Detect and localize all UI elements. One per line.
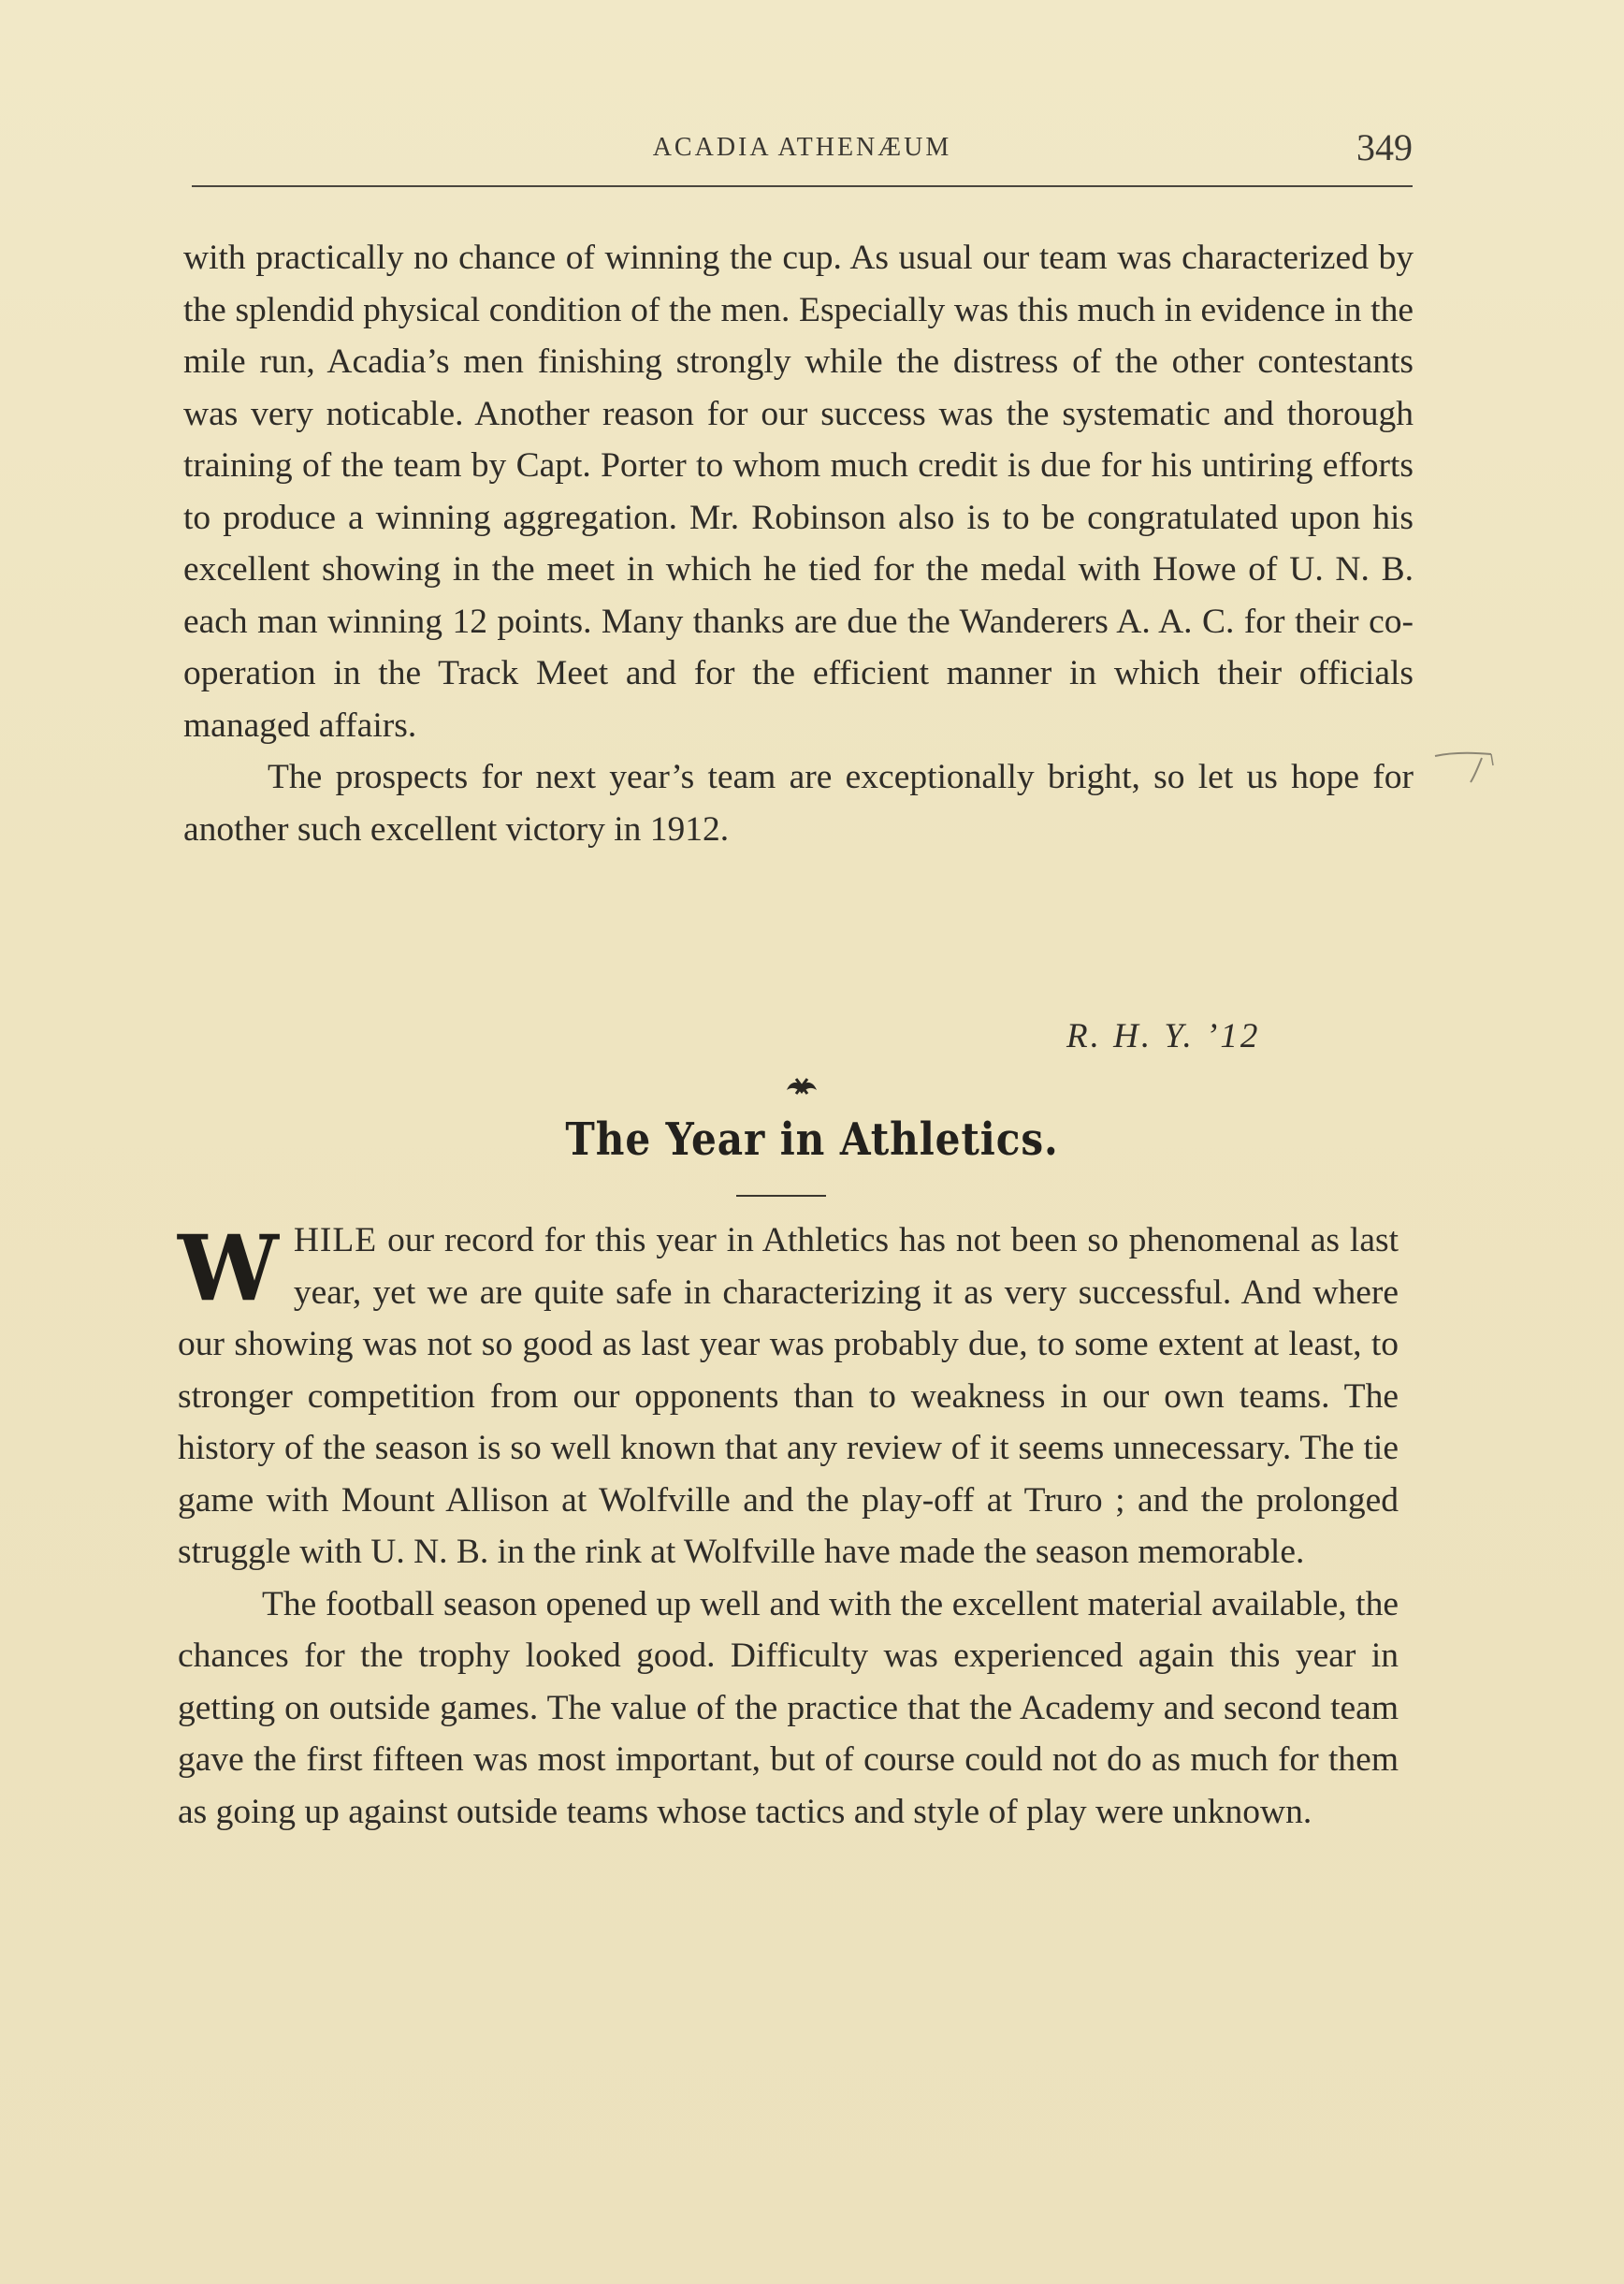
page-number: 349 bbox=[1356, 126, 1413, 168]
author-signature: R. H. Y. ’12 bbox=[1066, 1017, 1261, 1055]
lead-caps: HILE bbox=[293, 1221, 378, 1259]
section-body bbox=[178, 1215, 1399, 1838]
pencil-mark-icon bbox=[1433, 749, 1499, 786]
paragraph: The prospects for next year’s team are exceptionally bright, so let us hope for another such excellent victory in 1912. bbox=[183, 758, 1414, 849]
previous-article-end bbox=[183, 232, 1414, 855]
paragraph: The football season opened up well and with the excellent material available, the chances for the trophy looked good. Difficulty was experienced again this year in getting on outside games. The value of the practice that the Academy and second team gave the first fifteen was most important, but of course could not do as much for them as going up against outside teams whose tactics and style of play were unknown. bbox=[178, 1584, 1399, 1831]
paragraph: with practically no chance of winning the cup. As usual our team was characterized by the splendid physical condition of the men. Especially was this much in evidence in the mile run, Acadia’s men finishing strongly while the distress of the other contestants was very noticable. Another reason for our success was the systematic and thorough training of the team by Capt. Porter to whom much credit is due for his untiring efforts to produce a winning aggregation. Mr. Robinson also is to be congratulated upon his excellent showing in the meet in which he tied for the medal with Howe of U. N. B. each man winning 12 points. Many thanks are due the Wanderers A. A. C. for their co-operation in the Track Meet and for the efficient manner in which their officials managed affairs. bbox=[183, 239, 1414, 745]
header-rule bbox=[192, 185, 1413, 187]
section-title: The Year in Athletics. bbox=[565, 1113, 1059, 1166]
drop-cap: W bbox=[178, 1215, 279, 1321]
running-title: ACADIA ATHENÆUM bbox=[652, 133, 952, 162]
paragraph-text: our record for this year in Athletics has not been so phenomenal as last year, yet we are quite safe in characterizing it as very successful. And where our showing was not so good as last year was probably due, to some extent at least, to stronger competition from our opponents than to weakness in our own teams. The history of the season is so well known that any review of it seems unnecessary. The tie game with Mount Allison at Wolfville and the play-off at Truro ; and the prolonged struggle with U. N. B. in the rink at Wolfville have made the season memorable. bbox=[178, 1221, 1399, 1571]
paragraph bbox=[178, 1215, 1399, 1578]
title-rule bbox=[736, 1195, 826, 1197]
running-header bbox=[192, 125, 1413, 182]
fleuron-icon bbox=[783, 1073, 820, 1099]
